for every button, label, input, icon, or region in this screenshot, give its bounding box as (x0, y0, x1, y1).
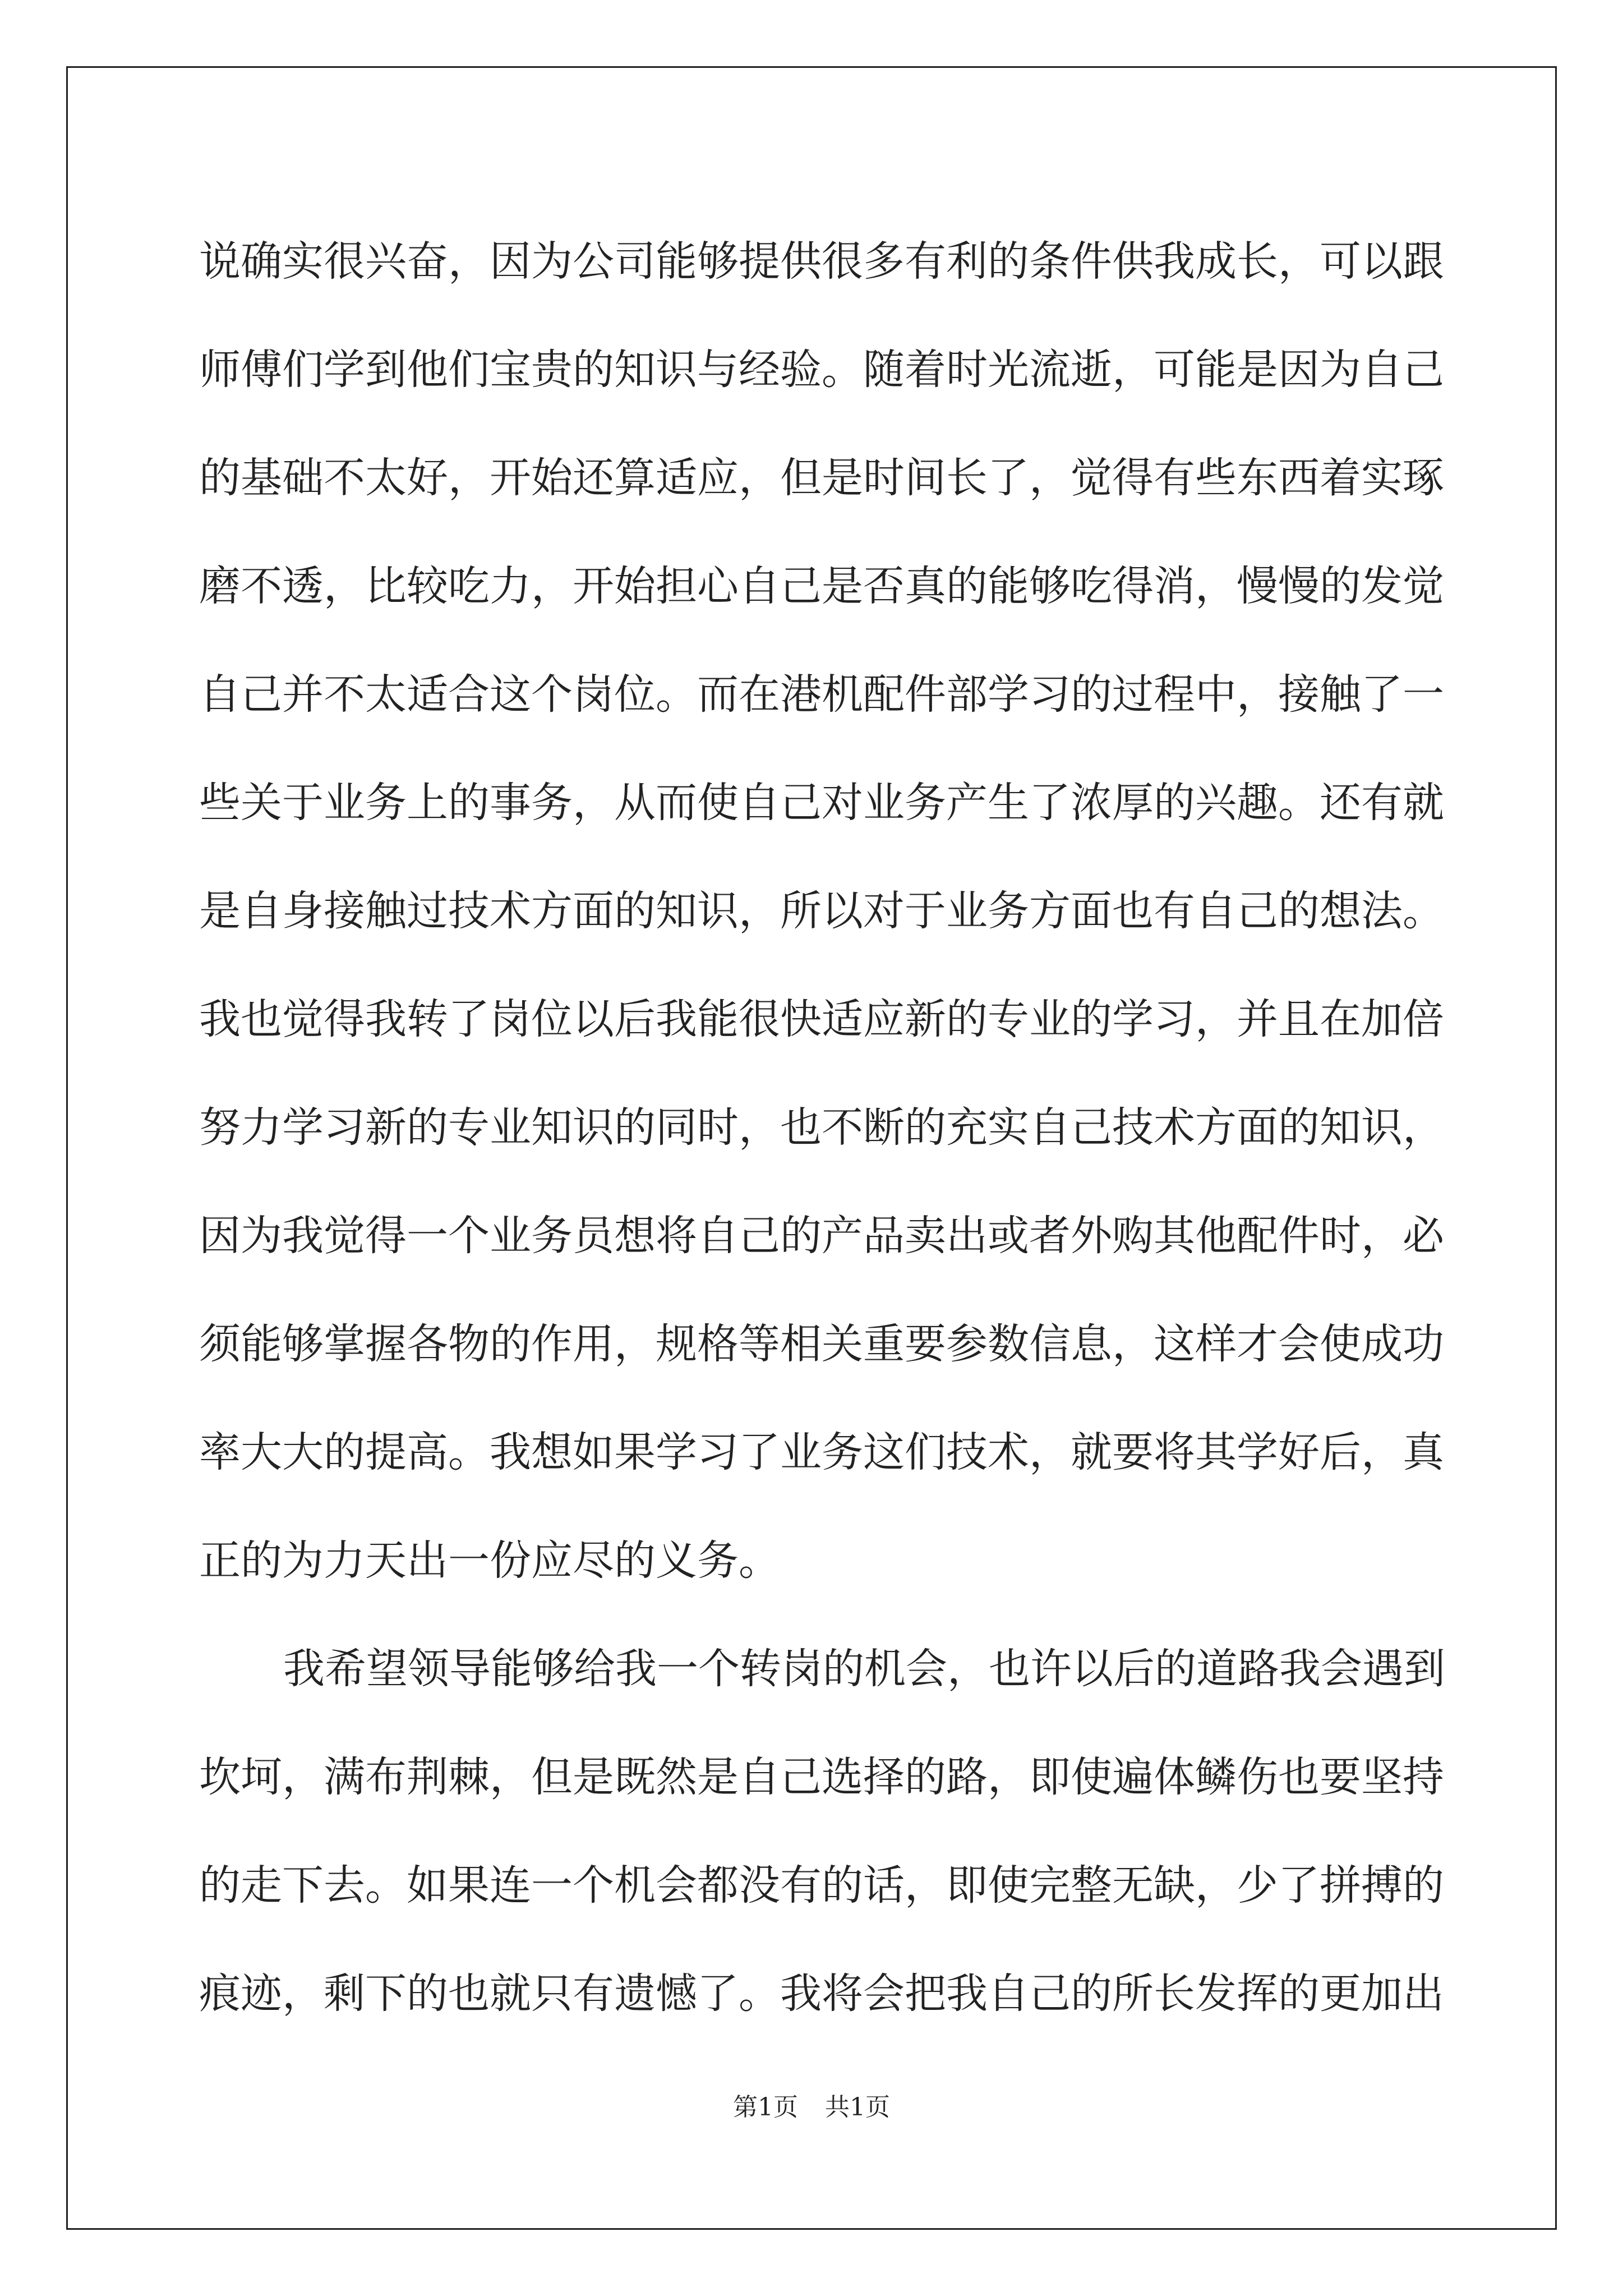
page-number: 第1页 (733, 2093, 798, 2122)
text-line: 自己并不太适合这个岗位。而在港机配件部学习的过程中，接触了一 (199, 670, 1444, 719)
text-line-paragraph-start: 我希望领导能够给我一个转岗的机会，也许以后的道路我会遇到 (283, 1645, 1445, 1693)
text-line: 的基础不太好，开始还算适应，但是时间长了，觉得有些东西着实琢 (199, 454, 1444, 502)
text-line: 因为我觉得一个业务员想将自己的产品卖出或者外购其他配件时，必 (199, 1212, 1444, 1260)
text-line: 师傅们学到他们宝贵的知识与经验。随着时光流逝，可能是因为自己 (199, 346, 1444, 394)
document-body (199, 208, 1445, 2048)
page-total: 共1页 (825, 2093, 890, 2122)
text-line: 的走下去。如果连一个机会都没有的话，即使完整无缺，少了拼搏的 (199, 1861, 1444, 1910)
text-line: 是自身接触过技术方面的知识，所以对于业务方面也有自己的想法。 (199, 887, 1444, 935)
text-line: 率大大的提高。我想如果学习了业务这们技术，就要将其学好后，真 (199, 1428, 1444, 1476)
text-line: 痕迹，剩下的也就只有遗憾了。我将会把我自己的所长发挥的更加出 (199, 1970, 1444, 2018)
text-line: 努力学习新的专业知识的同时，也不断的充实自己技术方面的知识， (199, 1103, 1444, 1152)
text-line: 须能够掌握各物的作用，规格等相关重要参数信息，这样才会使成功 (199, 1320, 1444, 1368)
text-line: 说确实很兴奋，因为公司能够提供很多有利的条件供我成长，可以跟 (199, 237, 1444, 286)
text-line: 磨不透，比较吃力，开始担心自己是否真的能够吃得消，慢慢的发觉 (199, 562, 1444, 610)
text-line: 我也觉得我转了岗位以后我能很快适应新的专业的学习，并且在加倍 (199, 995, 1444, 1043)
text-line: 坎坷，满布荆棘，但是既然是自己选择的路，即使遍体鳞伤也要坚持 (199, 1753, 1444, 1801)
text-line: 正的为力天出一份应尽的义务。 (199, 1536, 780, 1585)
text-line: 些关于业务上的事务，从而使自己对业务产生了浓厚的兴趣。还有就 (199, 779, 1444, 827)
page-footer (0, 2087, 1623, 2123)
